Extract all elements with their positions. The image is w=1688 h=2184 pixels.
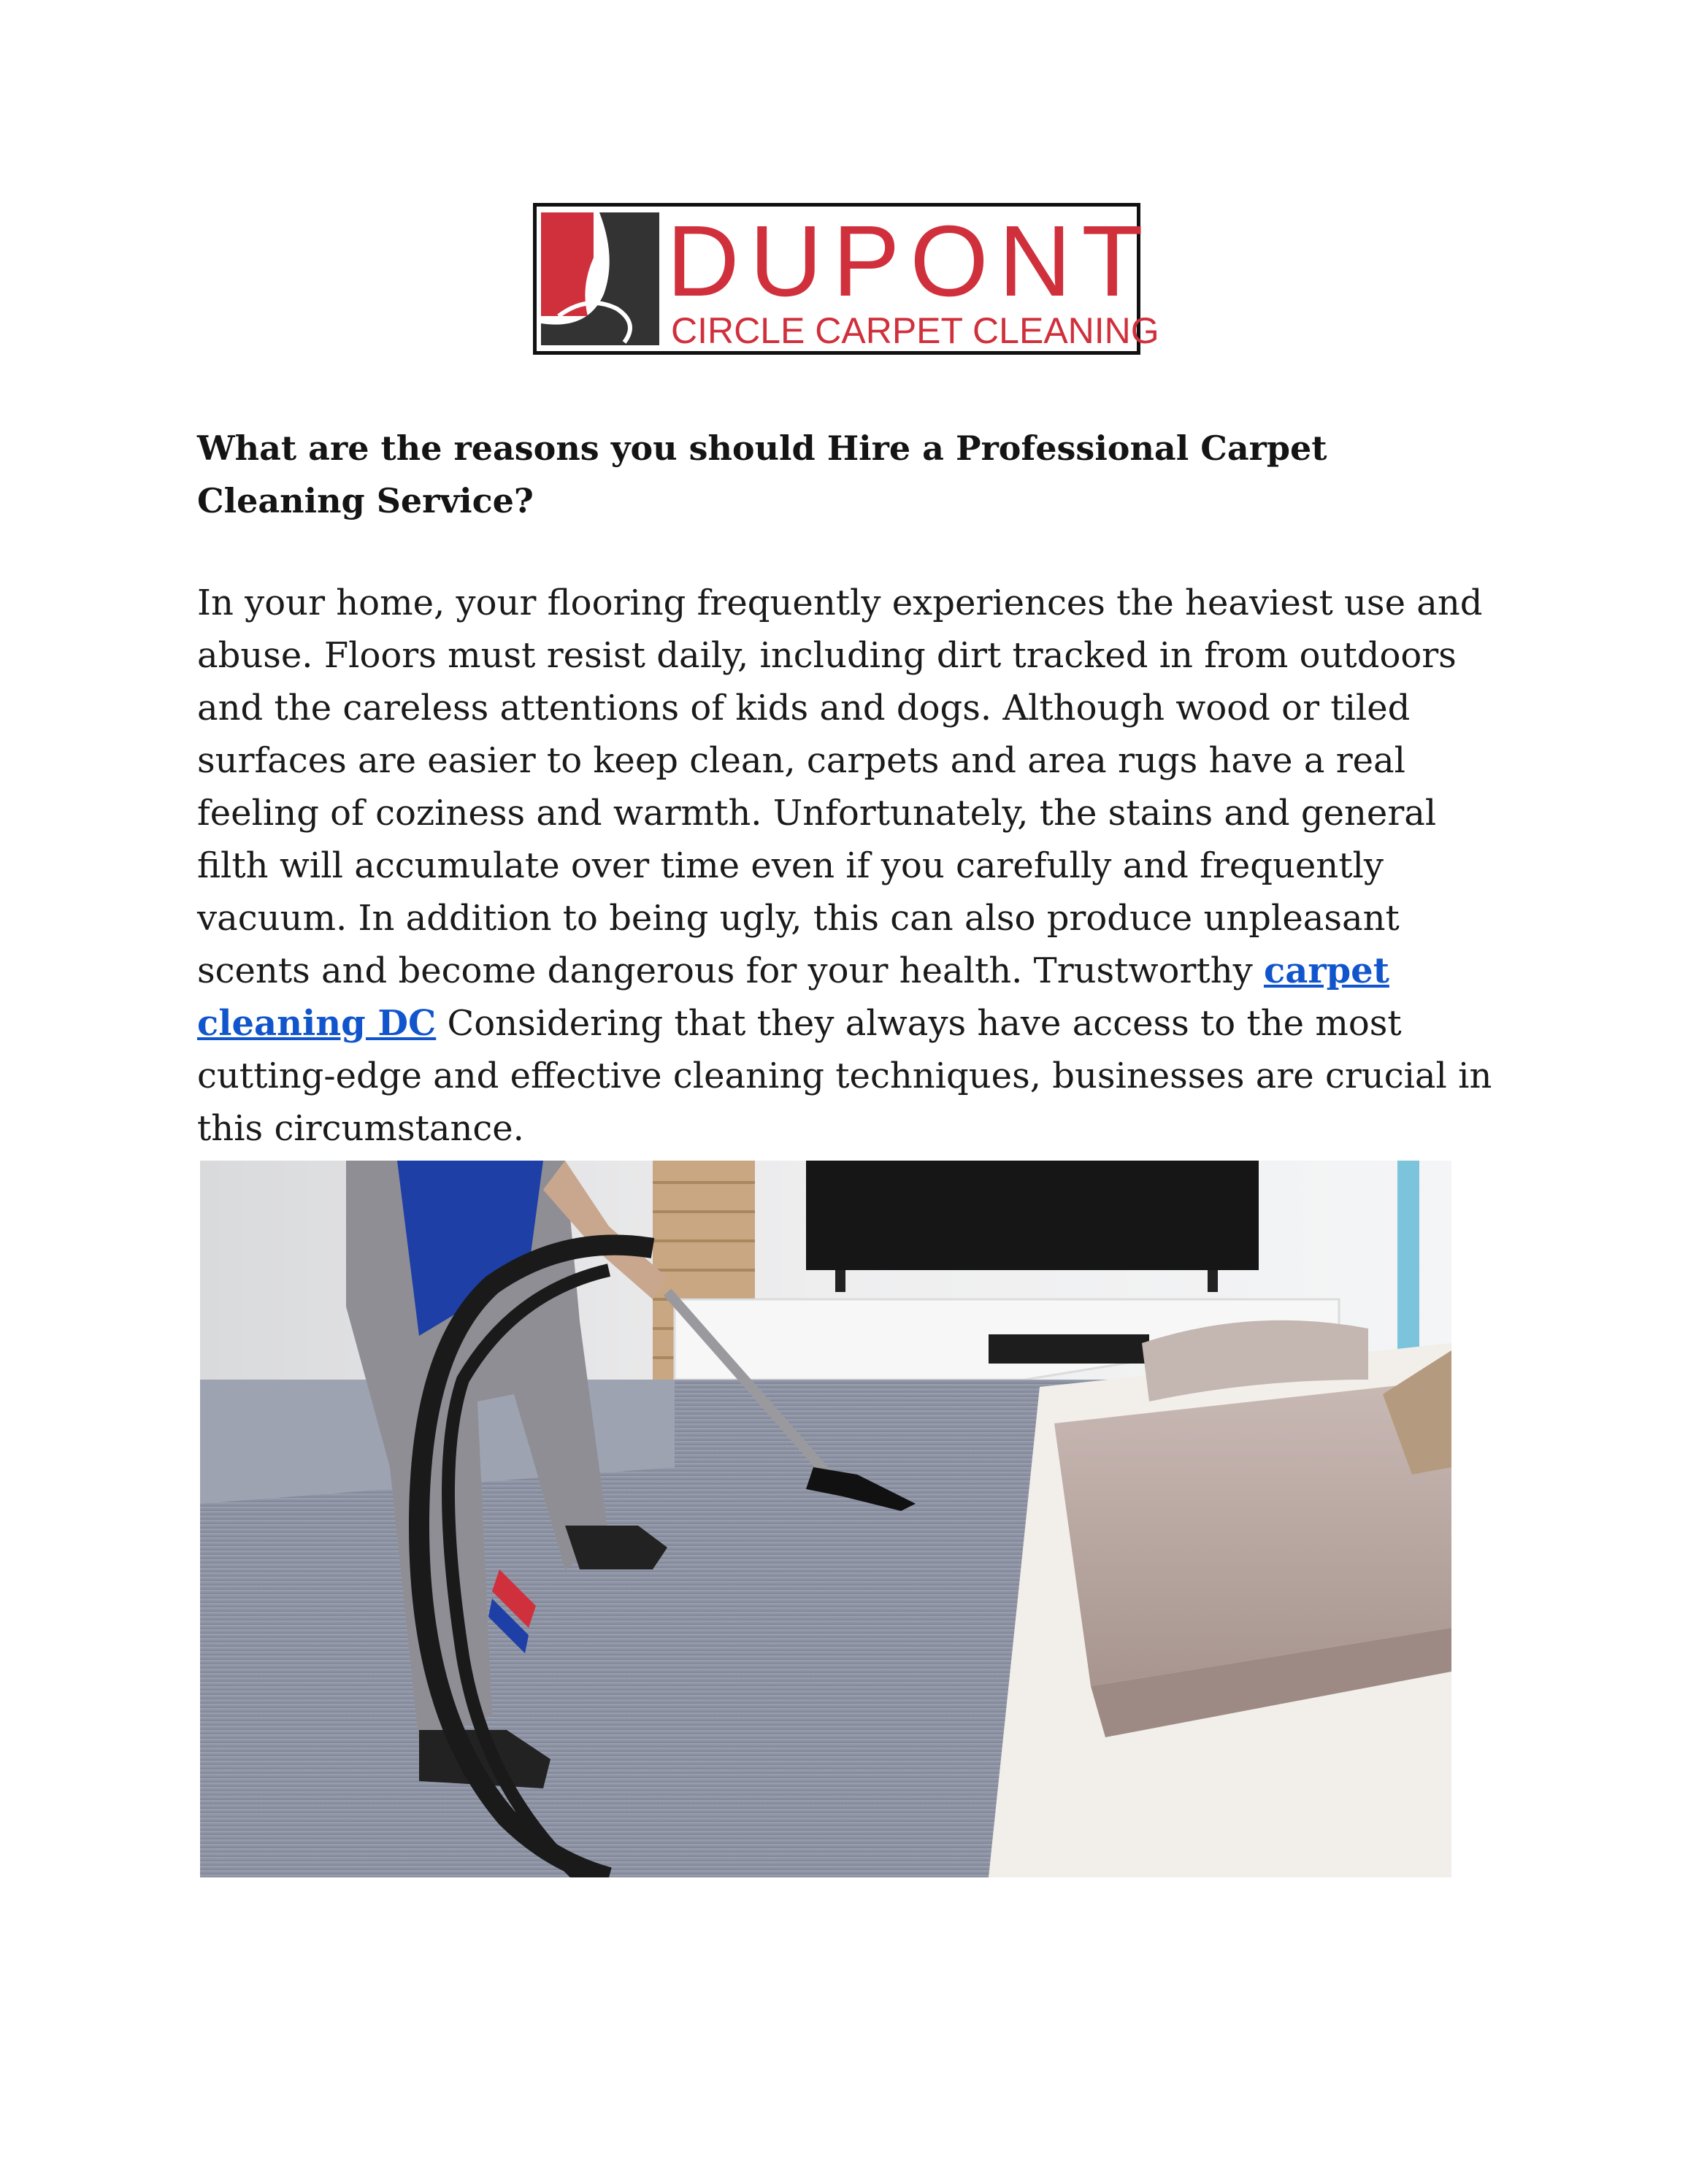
- company-logo: [533, 203, 1159, 355]
- paragraph-text-end: Considering that they always have access to the most cutting-edge and effective cleaning techniques, businesses are crucial in this circumstance.: [197, 1003, 1492, 1149]
- carpet-cleaning-photo-icon: [200, 1161, 1451, 1877]
- logo-subtitle: CIRCLE CARPET CLEANING: [671, 310, 1159, 351]
- carpet-cleaning-link[interactable]: carpet cleaning DC: [197, 950, 1389, 1044]
- article-title: What are the reasons you should Hire a Professional Carpet Cleaning Service?: [197, 428, 1327, 520]
- carpet-cleaning-photo: [200, 1161, 1451, 1877]
- paragraph-text-start: In your home, your flooring frequently experiences the heaviest use and abuse. Floors must resist daily, including dirt tracked in from outdoors and the careless attentions of kids and dogs. Although wood or tiled surfaces are easier to keep clean, carpets and area rugs have a real feeling of coziness and warmth. Unfortunately, the stains and general filth will accumulate over time even if you carefully and frequently vacuum. In addition to being ugly, this can also produce unpleasant scents and become dangerous for your health. Trustworthy: [197, 582, 1483, 991]
- article-paragraph: [197, 577, 1493, 1155]
- logo-wordmark: DUPONT: [667, 205, 1154, 318]
